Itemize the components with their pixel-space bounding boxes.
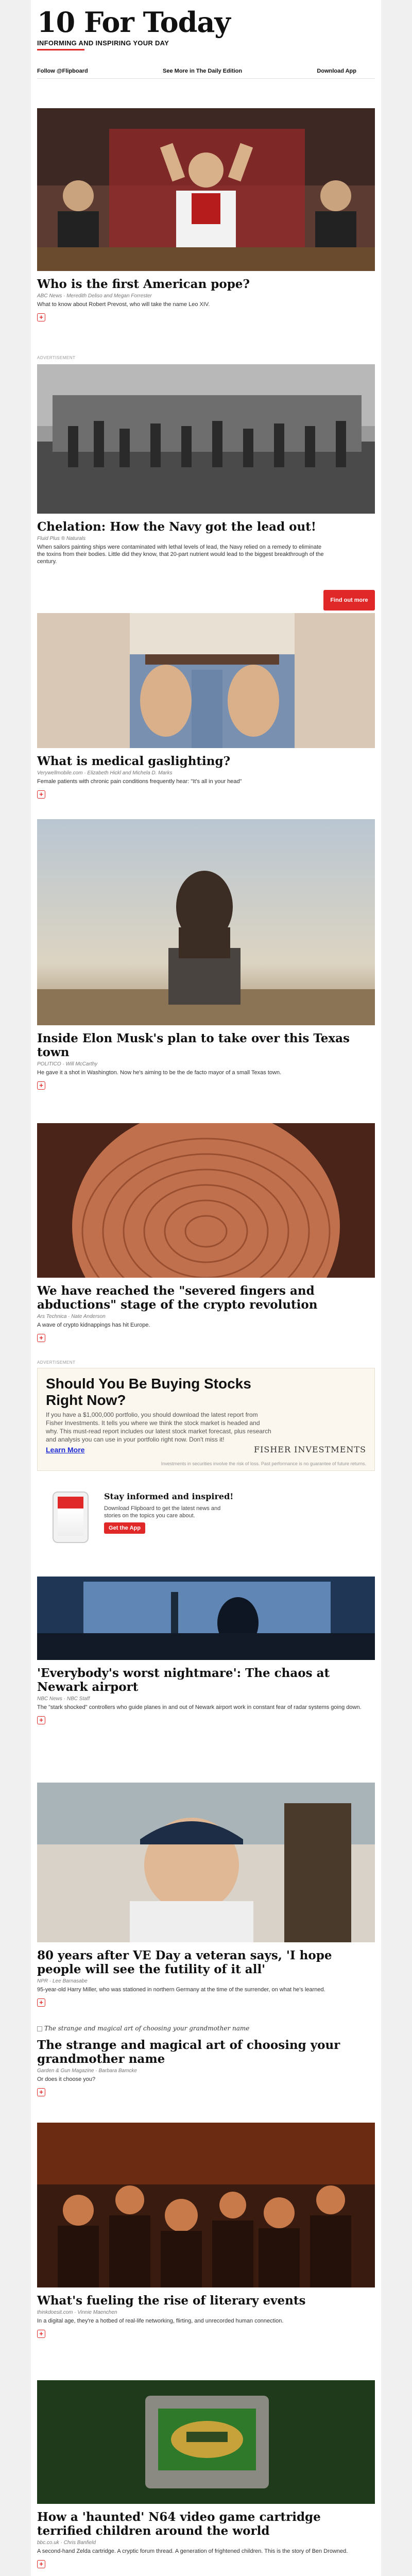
add-to-magazine-button[interactable]: +: [37, 1998, 45, 2007]
story-title[interactable]: Who is the first American pope?: [37, 277, 250, 291]
navy-ship-photo-icon: [37, 364, 375, 514]
story-card: [37, 613, 375, 799]
nav-row: [31, 68, 381, 74]
story-card: [37, 1783, 375, 2007]
airport-silhouette-photo-icon: [37, 1577, 375, 1660]
find-out-more-button[interactable]: Find out more: [323, 590, 375, 611]
story-card: [37, 108, 375, 321]
masthead: [31, 0, 381, 50]
newsletter-subtitle: INFORMING AND INSPIRING YOUR DAY: [37, 39, 169, 47]
divider: [37, 78, 375, 79]
learn-more-link[interactable]: Learn More: [46, 1446, 85, 1454]
story-title[interactable]: Inside Elon Musk's plan to take over this Texas town: [37, 1031, 350, 1059]
daily-edition-link[interactable]: See More in The Daily Edition: [163, 68, 243, 74]
story-card: [37, 2123, 375, 2338]
story-summary: The "stark shocked" controllers who guide planes in and out of Newark airport work in constant fear of radar systems going down.: [37, 1704, 362, 1710]
image-caption[interactable]: [37, 2025, 375, 2032]
ad-sponsor: Fluid Plus ® Naturals: [37, 536, 86, 541]
newsletter-title: 10 For Today: [37, 6, 230, 39]
story-summary: Female patients with chronic pain conditions frequently hear: "It's all in your head": [37, 778, 242, 785]
story-image[interactable]: [37, 1783, 375, 1942]
story-byline: thinkdoesit.com · Vinnie Maenchen: [37, 2310, 117, 2315]
story-title[interactable]: What's fueling the rise of literary events: [37, 2294, 306, 2308]
ad-summary: If you have a $1,000,000 portfolio, you should download the latest report from Fisher Investments. It tells you where we think the stock market is headed and why. This must-read report includes our latest stock market forecast, plus research and analysis you can use in your portfolio right now. Don't miss it!: [46, 1411, 271, 1443]
add-to-magazine-button[interactable]: +: [37, 1081, 45, 1090]
ad-title[interactable]: Chelation: How the Navy got the lead out!: [37, 520, 316, 534]
story-card: [37, 2025, 375, 2096]
add-to-magazine-button[interactable]: +: [37, 2330, 45, 2338]
add-to-magazine-button[interactable]: +: [37, 313, 45, 321]
story-byline: ABC News · Meredith Deliso and Megan Forrester: [37, 293, 152, 299]
follow-link[interactable]: Follow @Flipboard: [37, 68, 88, 74]
story-title[interactable]: 80 years after VE Day a veteran says, 'I hope people will see the futility of it all': [37, 1948, 332, 1976]
story-byline: Garden & Gun Magazine · Barbara Bamcke: [37, 2068, 137, 2074]
ad-label: ADVERTISEMENT: [37, 355, 76, 360]
story-title[interactable]: We have reached the "severed fingers and abductions" stage of the crypto revolution: [37, 1284, 318, 1312]
story-card: [37, 1577, 375, 1724]
story-card: [37, 2380, 375, 2568]
bust-statue-photo-icon: [37, 819, 375, 1025]
veteran-photo-icon: [37, 1783, 375, 1942]
story-byline: NBC News · NBC Staff: [37, 1696, 90, 1702]
story-byline: POLITICO · Will McCarthy: [37, 1061, 98, 1067]
story-byline: NPR · Lee Barnasabe: [37, 1978, 88, 1984]
story-image[interactable]: [37, 613, 375, 748]
story-summary: 95-year-old Harry Miller, who was stationed in northern Germany at the time of the surrender, on what he's learned.: [37, 1987, 325, 1993]
story-byline: Ars Technica · Nate Anderson: [37, 1314, 106, 1319]
newsletter: [31, 0, 381, 2576]
add-to-magazine-button[interactable]: +: [37, 790, 45, 799]
story-image[interactable]: [37, 1123, 375, 1278]
ad-image[interactable]: [37, 364, 375, 514]
broken-image-icon: [37, 2026, 42, 2031]
story-summary: What to know about Robert Prevost, who will take the name Leo XIV.: [37, 301, 210, 308]
story-summary: Or does it choose you?: [37, 2076, 96, 2082]
phone-icon: [53, 1492, 89, 1543]
story-image[interactable]: [37, 1577, 375, 1660]
ad-summary: When sailors painting ships were contaminated with lethal levels of lead, the Navy relied on a remedy to eliminate the toxins from their bodies. Little did they know, that 20-part nutrient would lead to the biggest breakthrough of the century.: [37, 544, 324, 565]
ad-disclaimer: Investments in securities involve the risk of loss. Past performance is no guarantee of future returns.: [161, 1461, 366, 1466]
add-to-magazine-button[interactable]: +: [37, 1716, 45, 1724]
add-to-magazine-button[interactable]: +: [37, 2088, 45, 2096]
story-summary: He gave it a shot in Washington. Now he's aiming to be the de facto mayor of a small Texas town.: [37, 1070, 282, 1076]
get-the-app-button[interactable]: Get the App: [104, 1522, 145, 1534]
story-card: [37, 819, 375, 1090]
fisher-logo: FISHER INVESTMENTS: [253, 1445, 366, 1454]
phone-screen-icon: [58, 1497, 83, 1536]
add-to-magazine-button[interactable]: +: [37, 2560, 45, 2568]
pope-photo-icon: [37, 108, 375, 271]
story-summary: A second-hand Zelda cartridge. A cryptic forum thread. A generation of frightened children. This is the story of Ben Drowned.: [37, 2548, 348, 2554]
story-image[interactable]: [37, 2123, 375, 2287]
story-image[interactable]: [37, 108, 375, 271]
image-alt-text: The strange and magical art of choosing your grandmother name: [44, 2025, 250, 2032]
title-underline: [37, 49, 84, 50]
add-to-magazine-button[interactable]: +: [37, 1334, 45, 1342]
promo-summary: Download Flipboard to get the latest news and stories on the topics you care about.: [104, 1505, 221, 1519]
download-app-link[interactable]: Download App: [317, 68, 356, 74]
story-title[interactable]: 'Everybody's worst nightmare': The chaos at Newark airport: [37, 1666, 330, 1694]
story-byline: Verywellmobile.com · Elizabeth Hickl and Michela D. Marks: [37, 770, 173, 776]
jeans-photo-icon: [37, 613, 375, 748]
story-byline: bbc.co.uk · Chris Banfield: [37, 2540, 96, 2546]
crowd-event-photo-icon: [37, 2123, 375, 2287]
story-card: [37, 1123, 375, 1342]
story-title[interactable]: What is medical gaslighting?: [37, 754, 231, 768]
story-title[interactable]: The strange and magical art of choosing your grandmother name: [37, 2038, 340, 2066]
fingerprint-photo-icon: [37, 1123, 375, 1278]
ad-card: [37, 355, 375, 603]
n64-cartridge-photo-icon: [37, 2380, 375, 2504]
promo-title: Stay informed and inspired!: [104, 1492, 234, 1501]
fisher-ad-box[interactable]: [37, 1368, 375, 1471]
story-title[interactable]: How a 'haunted' N64 video game cartridge terrified children around the world: [37, 2510, 321, 2538]
story-image[interactable]: [37, 2380, 375, 2504]
ad-title[interactable]: Should You Be Buying Stocks Right Now?: [46, 1376, 251, 1408]
app-promo: [37, 1486, 375, 1548]
story-summary: A wave of crypto kidnappings has hit Europe.: [37, 1322, 150, 1328]
story-image[interactable]: [37, 819, 375, 1025]
story-summary: In a digital age, they're a hotbed of real-life networking, flirting, and unrecorded human connection.: [37, 2318, 284, 2324]
ad-card: [37, 1360, 375, 1471]
ad-label: ADVERTISEMENT: [37, 1360, 76, 1365]
